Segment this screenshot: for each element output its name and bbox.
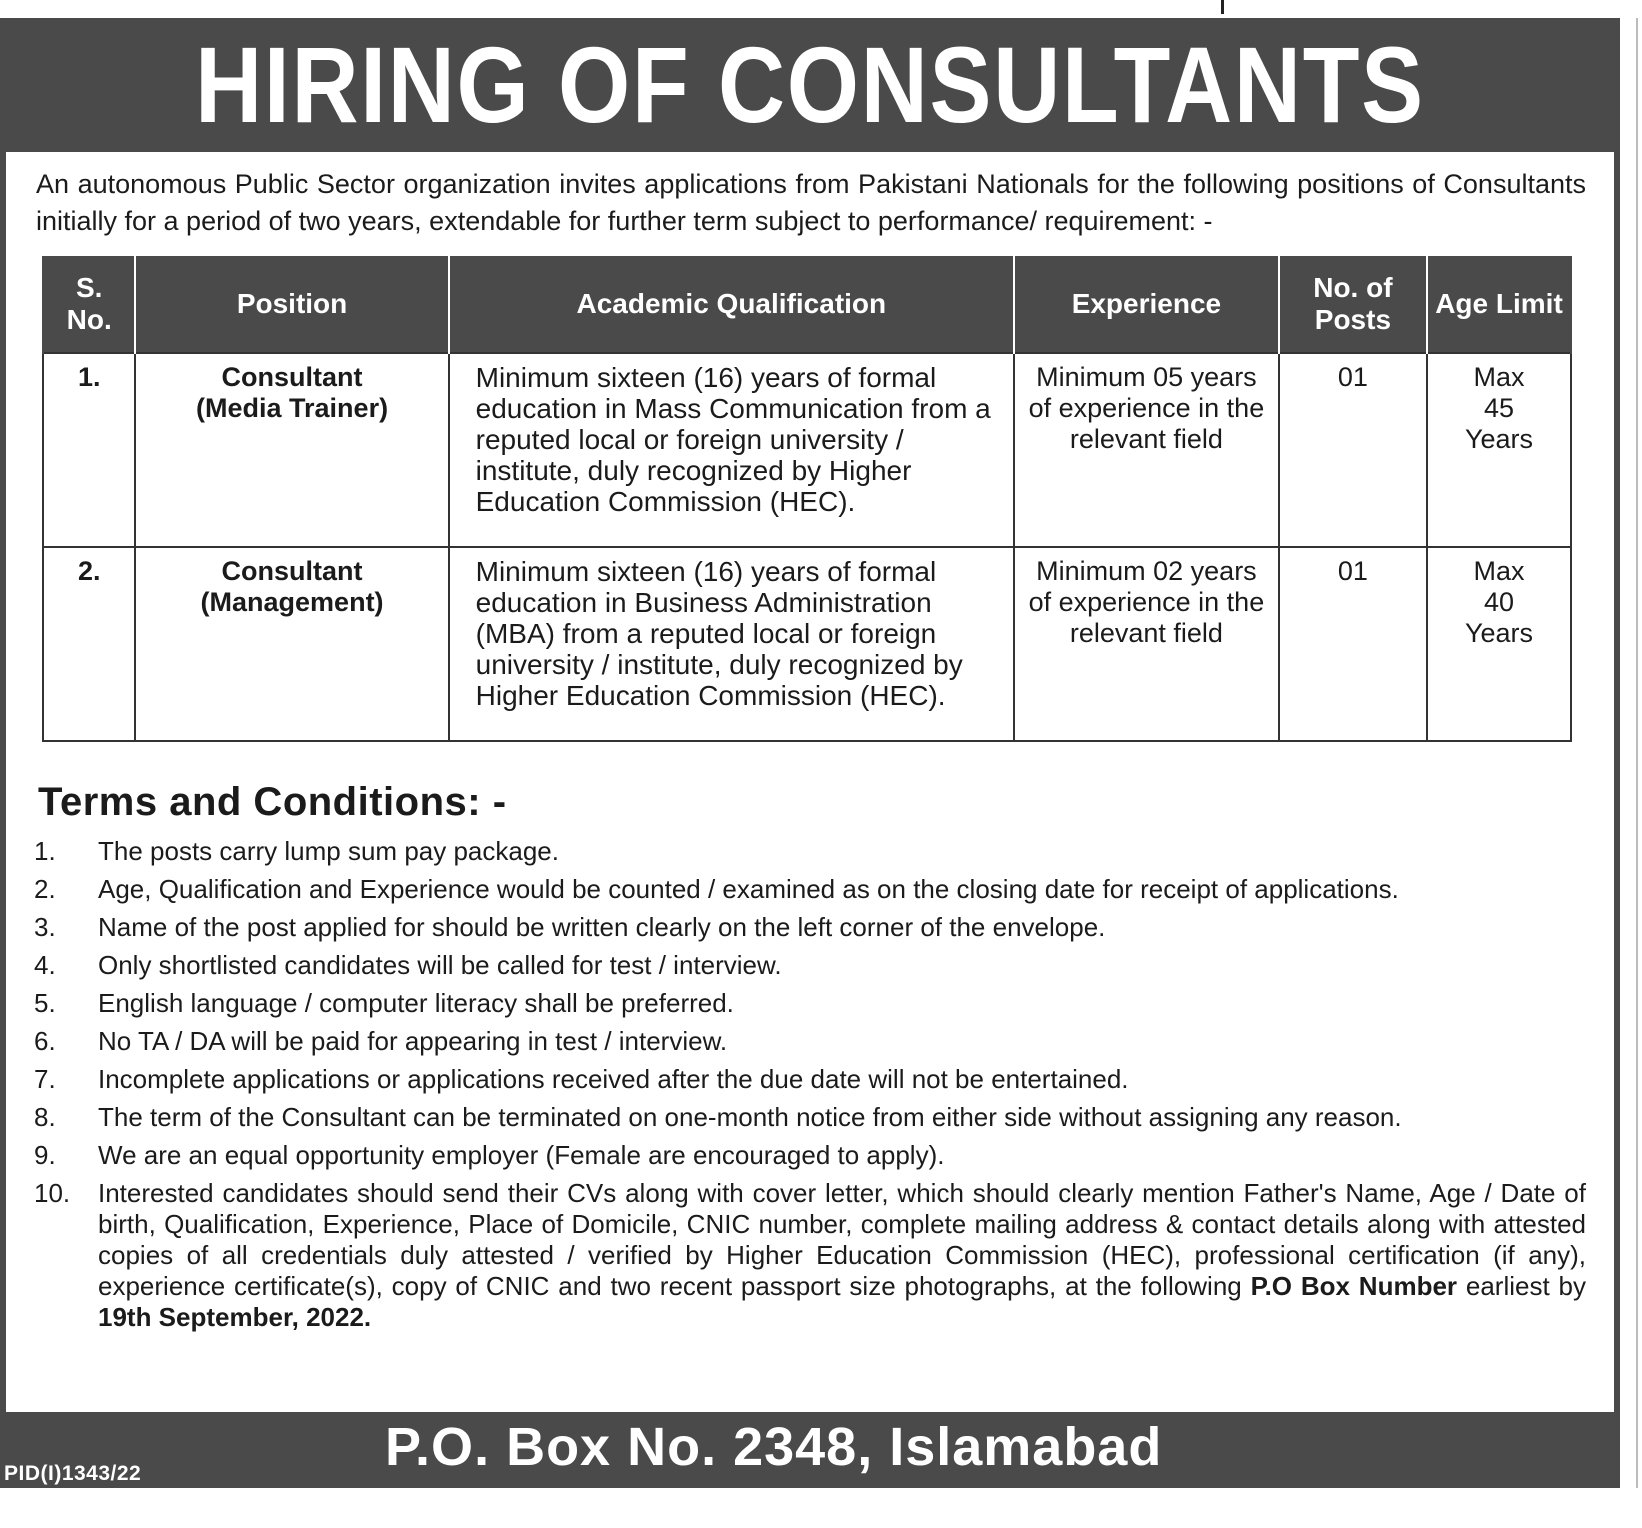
term-number: 8. [34,1102,56,1132]
list-item [34,1178,1586,1333]
term-number: 7. [34,1064,56,1094]
page-right-edge [1636,18,1638,1488]
term-text: No TA / DA will be paid for appearing in test / interview. [98,1026,728,1056]
cell-qualification: Minimum sixteen (16) years of formal education in Business Administration (MBA) from a reputed local or foreign university / institute, duly recognized by Higher Education Commission (HEC). [449,547,1014,741]
header-position: Position [135,256,448,353]
term-text: English language / computer literacy shall be preferred. [98,988,734,1018]
table-header-row [43,256,1571,353]
terms-heading: Terms and Conditions: - [38,780,507,824]
positions-table [42,256,1572,742]
list-item [34,1064,1586,1095]
term-number: 4. [34,950,56,980]
term-text: Only shortlisted candidates will be called for test / interview. [98,950,782,980]
position-subtitle: (Management) [200,587,384,617]
list-item [34,874,1586,905]
term-text: Incomplete applications or applications received after the due date will not be entertained. [98,1064,1129,1094]
term-number: 3. [34,912,56,942]
term-text: The term of the Consultant can be terminated on one-month notice from either side without assigning any reason. [98,1102,1402,1132]
header-qualification: Academic Qualification [449,256,1014,353]
cell-posts: 01 [1279,547,1427,741]
age-value: 40 [1483,587,1515,617]
position-title: Consultant [221,362,363,392]
cell-age [1427,547,1571,741]
list-item [34,912,1586,943]
list-item [34,1140,1586,1171]
list-item [34,950,1586,981]
cell-sno: 1. [43,353,135,547]
list-item [34,1102,1586,1133]
table-row [43,547,1571,741]
list-item [34,1026,1586,1057]
term-text: Name of the post applied for should be written clearly on the left corner of the envelope. [98,912,1106,942]
term-text-deadline-lead: earliest by [1465,1271,1586,1301]
advertisement-body [6,152,1614,1412]
term-number: 5. [34,988,56,1018]
cell-qualification: Minimum sixteen (16) years of formal education in Mass Communication from a reputed local or foreign university / institute, duly recognized by Higher Education Commission (HEC). [449,353,1014,547]
cell-experience: Minimum 02 years of experience in the relevant field [1014,547,1279,741]
term-number: 2. [34,874,56,904]
term-number: 10. [34,1178,71,1208]
position-subtitle: (Media Trainer) [196,393,389,423]
list-item [34,988,1586,1019]
closing-date: 19th September, 2022. [98,1302,372,1332]
term-number: 1. [34,836,56,866]
pid-code: PID(I)1343/22 [4,1462,142,1485]
page-title: HIRING OF CONSULTANTS [195,23,1425,145]
term-number: 6. [34,1026,56,1056]
header-posts: No. of Posts [1279,256,1427,353]
list-item [34,836,1586,867]
header-experience: Experience [1014,256,1279,353]
cell-age [1427,353,1571,547]
cell-position [135,547,448,741]
term-text [98,1178,1586,1333]
top-edge-mark [1221,0,1224,14]
cell-sno: 2. [43,547,135,741]
intro-paragraph: An autonomous Public Sector organization invites applications from Pakistani Nationals for the following positions of Consultants initially for a period of two years, extendable for further term subject to performance/ requirement: - [36,169,1586,236]
age-unit: Years [1464,424,1534,454]
po-box-emphasis: P.O Box Number [1250,1271,1458,1301]
term-number: 9. [34,1140,56,1170]
term-text-main: Interested candidates should send their CVs along with cover letter, which should clearly mention Father's Name, Age / Date of birth, Qualification, Experience, Place of Domicile, CNIC number, complete mailing address & contact details along with attested copies of all credentials duly attested / verified by Higher Education Commission (HEC), professional certification (if any), experience certificate(s), copy of CNIC and two recent passport size photographs, at the following [98,1178,1586,1301]
age-max: Max [1473,362,1525,392]
age-unit: Years [1464,618,1534,648]
po-box-address: P.O. Box No. 2348, Islamabad [385,1417,1163,1477]
cell-posts: 01 [1279,353,1427,547]
age-max: Max [1473,556,1525,586]
term-text: We are an equal opportunity employer (Female are encouraged to apply). [98,1140,945,1170]
cell-experience: Minimum 05 years of experience in the relevant field [1014,353,1279,547]
age-value: 45 [1483,393,1515,423]
terms-list [34,836,1586,1340]
cell-position [135,353,448,547]
header-sno: S. No. [43,256,135,353]
term-text: Age, Qualification and Experience would be counted / examined as on the closing date for receipt of applications. [98,874,1399,904]
header-age: Age Limit [1427,256,1571,353]
term-text: The posts carry lump sum pay package. [98,836,559,866]
table-row [43,353,1571,547]
position-title: Consultant [221,556,363,586]
